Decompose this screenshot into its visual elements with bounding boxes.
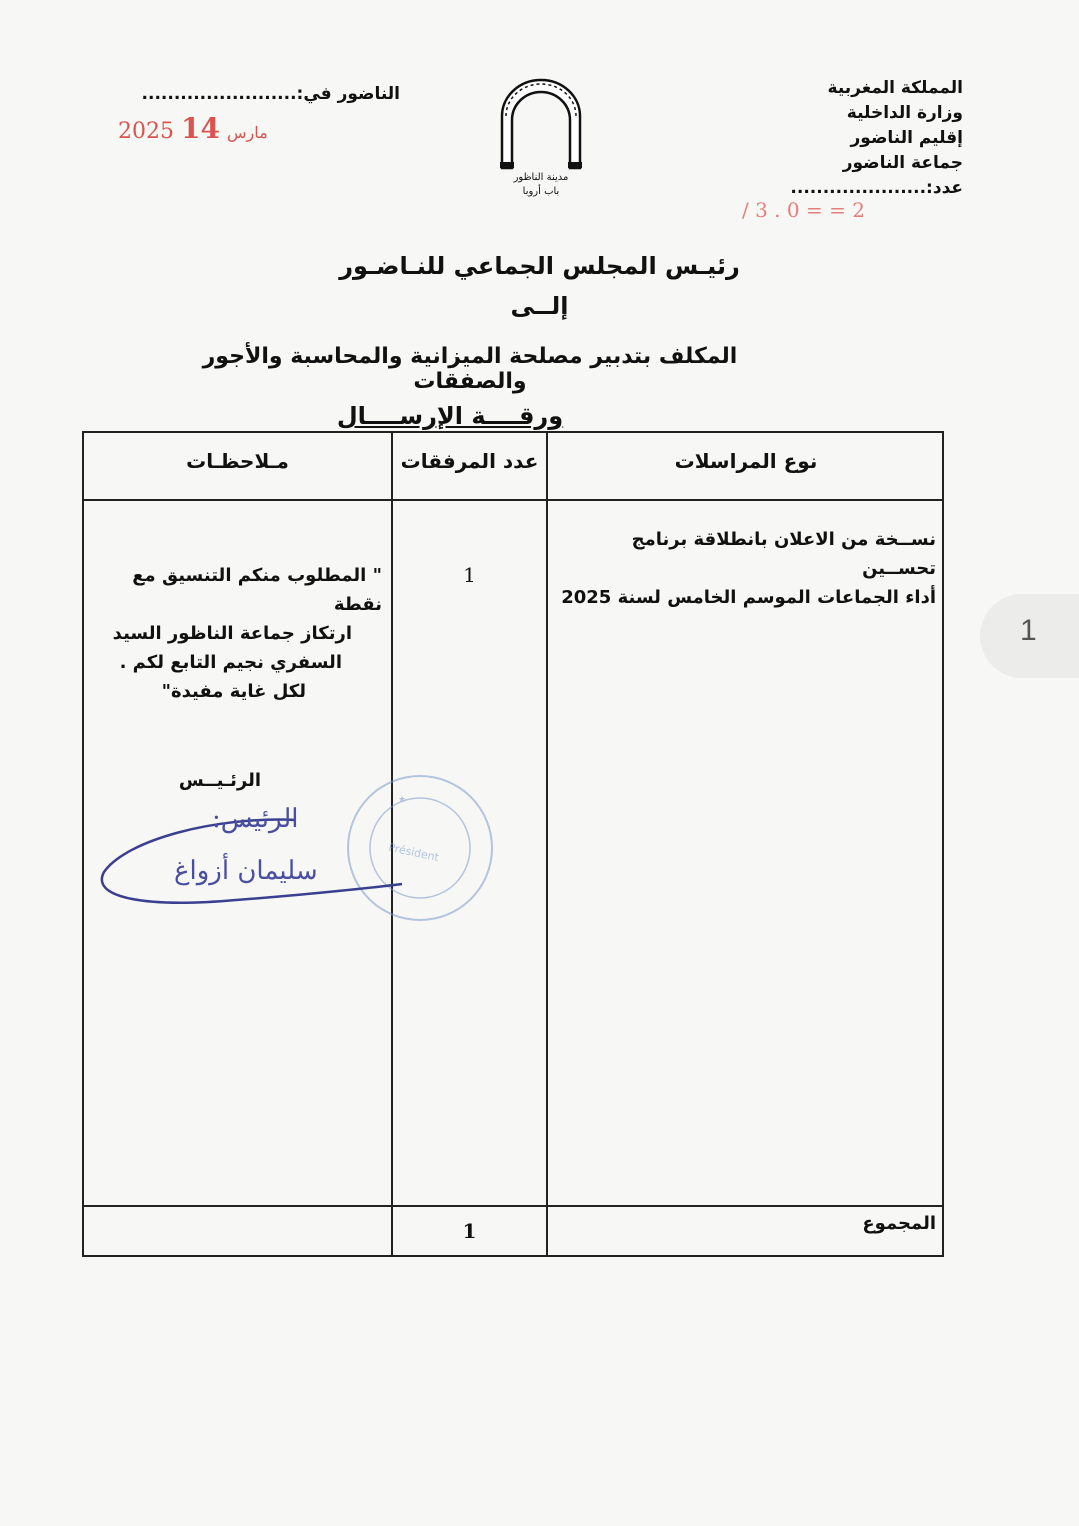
total-divider [84,1205,942,1207]
signature-title: الرئيس: [212,804,299,834]
date-stamp-year: 2025 [118,119,174,144]
notes-line: لكل غاية مفيدة" [161,681,306,702]
total-label: المجموع [862,1213,936,1234]
commune-line: جماعة الناضور [842,153,963,173]
sheet-title: ورقــــة الإرســــال [336,402,564,430]
column-divider [546,433,548,1255]
logo-caption-gate: باب أروبا [522,186,560,197]
signature-name: سليمان أزواغ [174,856,318,886]
date-stamp-month: مارس [226,123,268,142]
date-stamp-day: 14 [181,112,220,145]
date-line: الناضور في:........................ [141,84,400,104]
notes-line: ارتكاز جماعة الناظور السيد [112,623,352,644]
correspondence-type-cell [554,525,936,612]
correspondence-line: نســخة من الاعلان بانطلاقة برنامج تحســين [631,529,936,579]
correspondence-line: أداء الجماعات الموسم الخامس لسنة 2025 [561,587,936,608]
letterhead [703,76,963,201]
logo-caption-city: مدينة الناظور [513,172,569,183]
notes-cell [94,561,382,706]
sender-title: رئيـس المجلس الجماعي للنـاضـور [339,252,740,280]
city-logo [494,74,588,204]
province-line: إقليم الناضور [850,128,963,148]
kingdom-line: المملكة المغربية [827,78,963,98]
ministry-line: وزارة الداخلية [846,103,963,123]
seal-text: Président [387,840,441,865]
total-count: 1 [462,1219,477,1243]
number-line: عدد:..................... [790,178,963,198]
header-divider [84,499,942,501]
recipient-title: المكلف بتدبير مصلحة الميزانية والمحاسبة والأجور والصفقات [202,344,738,394]
header-correspondence-type: نوع المراسلات [674,449,818,473]
notes-line: " المطلوب منكم التنسيق مع نقطة [132,565,382,615]
signature [96,790,416,920]
page-number: 1 [1020,614,1037,647]
arch-icon [494,74,588,170]
svg-text:★: ★ [398,795,407,805]
page-indicator[interactable] [980,594,1079,678]
reference-stamp: / 3 . 0 = = 2 [742,198,865,222]
header-notes: مـلاحظـات [186,449,289,473]
header-attachments-count: عدد المرفقات [400,449,539,473]
president-label: الرئـيــس [178,770,262,791]
date-stamp [118,112,268,145]
attachments-count-cell: 1 [463,563,476,587]
notes-line: السفري نجيم التابع لكم . [119,652,342,673]
to-label: إلــى [510,292,569,320]
